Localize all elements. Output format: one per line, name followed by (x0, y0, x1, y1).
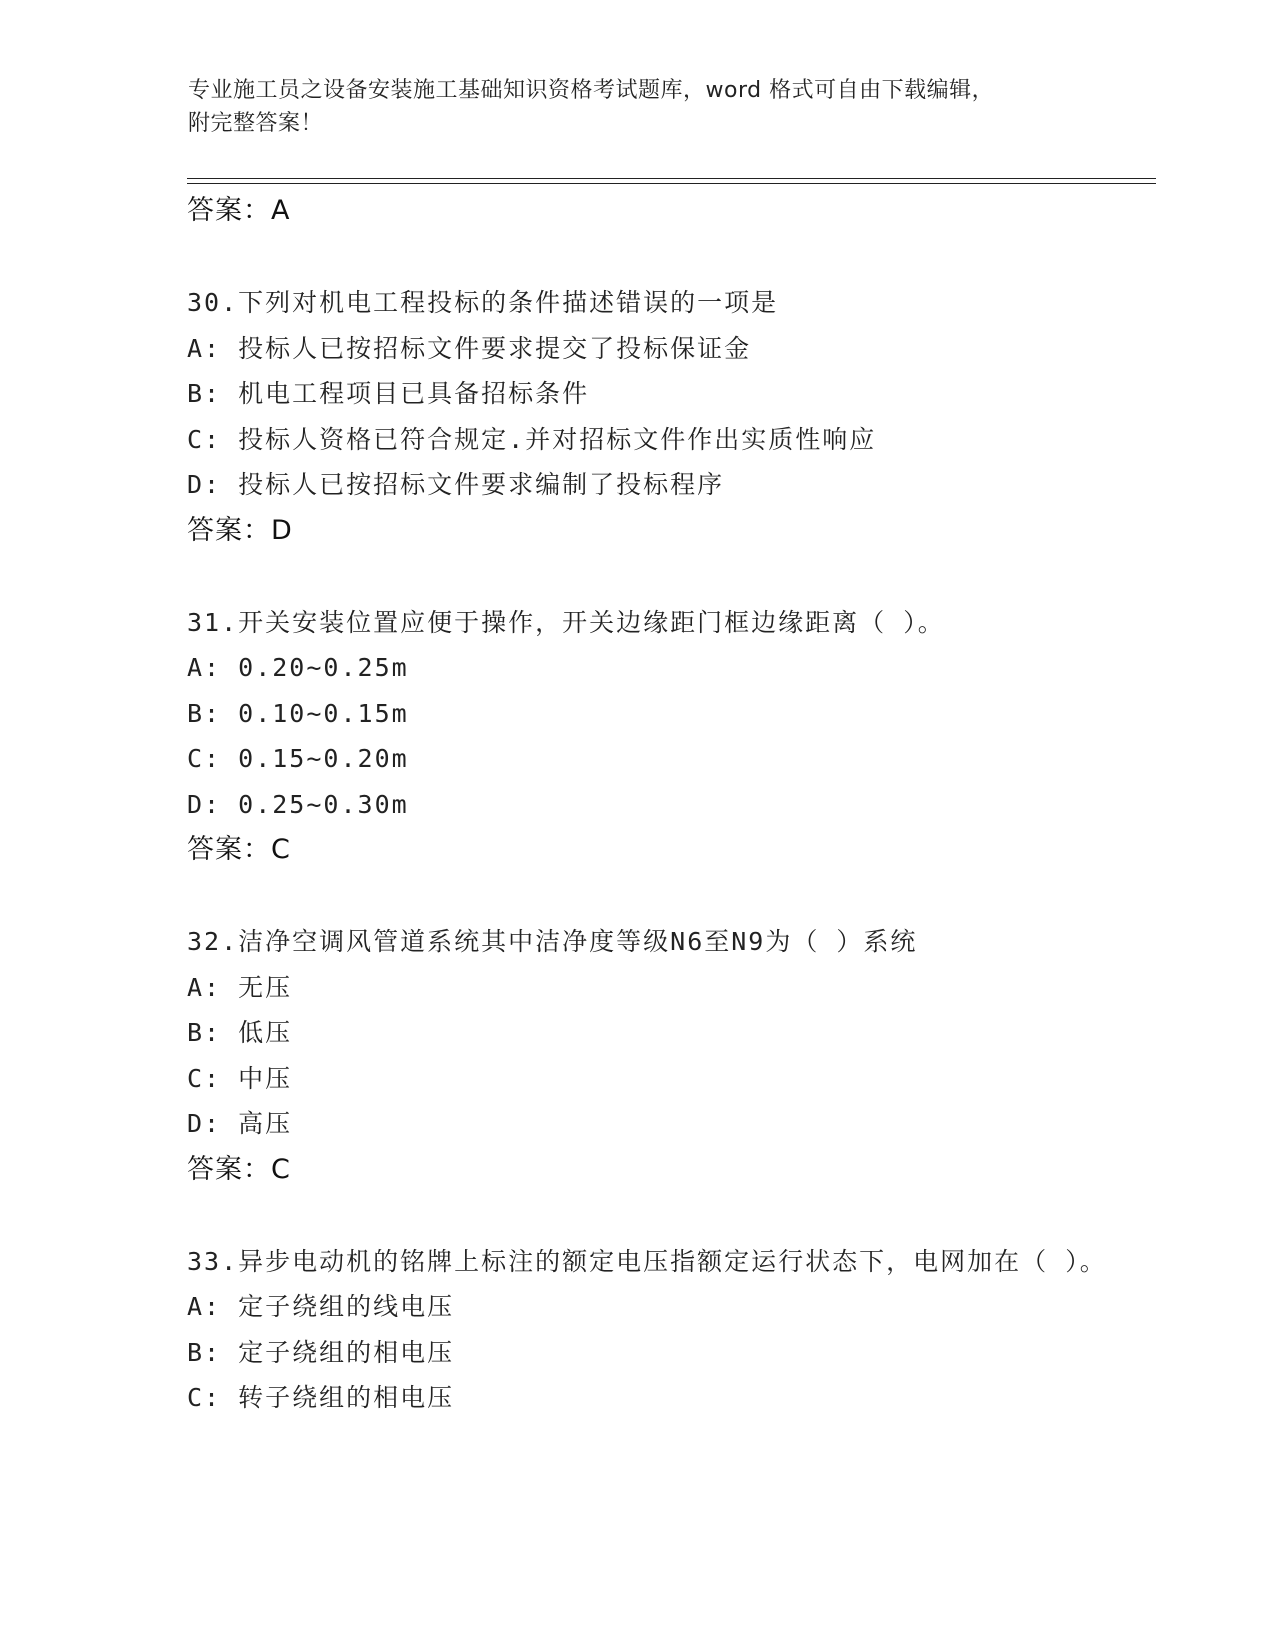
question-block-30 (187, 280, 1147, 553)
header-divider-thick (187, 178, 1156, 179)
answer-line: 答案：C (187, 834, 291, 865)
answer-line: 答案：D (187, 514, 293, 546)
question-block-31 (187, 600, 1147, 873)
option-b: B: 机电工程项目已具备招标条件 (187, 379, 590, 408)
header-line-2: 附完整答案！ (188, 111, 324, 136)
question-stem: 31.开关安装位置应便于操作，开关边缘距门框边缘距离（ ）。 (187, 607, 945, 637)
answer-line: 答案：C (187, 1153, 291, 1185)
question-block-33 (187, 1239, 1147, 1421)
option-a: A: 无压 (187, 972, 293, 1002)
option-a: A: 0.20~0.25m (187, 653, 409, 682)
spacer (187, 1192, 1147, 1239)
option-d: D: 0.25~0.30m (187, 789, 409, 819)
question-stem: 30.下列对机电工程投标的条件描述错误的一项是 (187, 288, 779, 317)
header-divider-thin (187, 183, 1156, 184)
question-stem: 32.洁净空调风管道系统其中洁净度等级N6至N9为（ ）系统 (187, 927, 918, 956)
document-header (188, 74, 1088, 140)
question-list (187, 188, 1147, 1421)
option-c: C: 0.15~0.20m (187, 744, 409, 773)
header-line-1: 专业施工员之设备安装施工基础知识资格考试题库，word 格式可自由下载编辑， (188, 78, 995, 103)
previous-answer: 答案：A (187, 195, 291, 226)
option-d: D: 投标人已按招标文件要求编制了投标程序 (187, 470, 725, 499)
spacer (187, 233, 1147, 280)
spacer (187, 553, 1147, 600)
option-b: B: 0.10~0.15m (187, 698, 409, 728)
option-d: D: 高压 (187, 1109, 293, 1138)
option-b: B: 低压 (187, 1018, 293, 1047)
question-block-32 (187, 919, 1147, 1192)
option-b: B: 定子绕组的相电压 (187, 1337, 455, 1367)
question-stem: 33.异步电动机的铭牌上标注的额定电压指额定运行状态下，电网加在（ ）。 (187, 1246, 1107, 1276)
option-a: A: 投标人已按招标文件要求提交了投标保证金 (187, 333, 752, 363)
spacer (187, 872, 1147, 919)
option-c: C: 投标人资格已符合规定.并对招标文件作出实质性响应 (187, 424, 877, 454)
option-c: C: 转子绕组的相电压 (187, 1383, 455, 1412)
option-a: A: 定子绕组的线电压 (187, 1292, 455, 1321)
option-c: C: 中压 (187, 1063, 293, 1093)
